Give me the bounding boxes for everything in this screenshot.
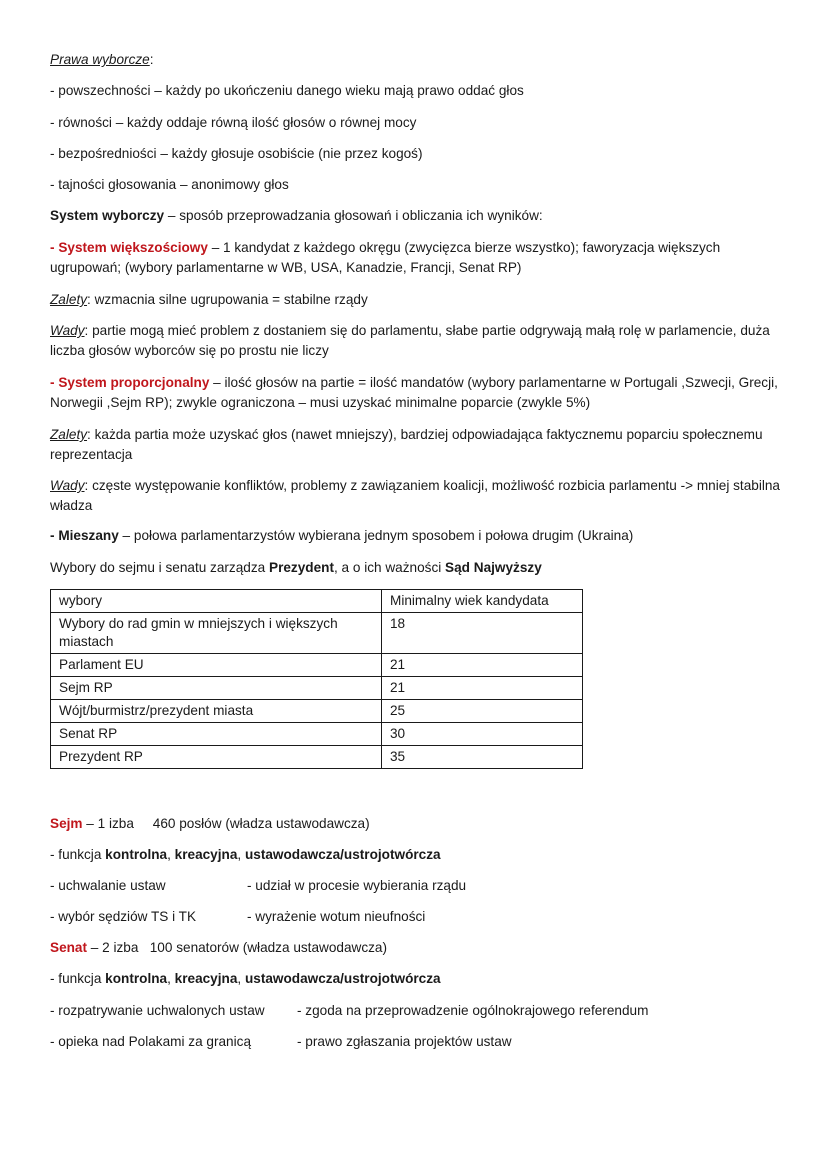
function-legislative: ustawodawcza/ustrojotwórcza [244,971,441,986]
table-row [51,677,583,700]
sejm-items-row [50,907,780,927]
table-cell-election: Parlament EU [51,654,382,677]
senat-items-row [50,1001,780,1021]
function-creative: kreacyjna [174,971,238,986]
sejm-item: - udział w procesie wybierania rządu [247,878,467,893]
majority-cons [50,321,780,361]
function-creative: kreacyjna [174,847,238,862]
senat-item: - opieka nad Polakami za granicą [50,1034,251,1049]
age-table [50,589,583,769]
table-cell-age: 21 [382,654,583,677]
cons-label: Wady [50,478,85,493]
table-cell-election: Sejm RP [51,677,382,700]
senat-info-text: – 2 izba 100 senatorów (władza ustawodawcza) [87,940,388,955]
majority-text: – 1 kandydat z każdego okręgu (zwycięzca bierze wszystko); faworyzacja większych ugrupowań; (wybory parlamentarne w WB, USA, Kanadzie, Francji, Senat RP) [50,240,721,275]
proportional-cons [50,476,780,516]
mixed-term: Mieszany [58,528,119,543]
cons-text: : partie mogą mieć problem z dostaniem się do parlamentu, słabe partie odgrywają małą rolę w parlamencie, duża liczba głosów wyborców się po prostu nie liczy [50,323,770,358]
senat-items-row [50,1032,780,1052]
system-term: System wyborczy [50,208,165,223]
majority-pros [50,290,780,310]
proportional-prefix: - [50,375,59,390]
senat-term: Senat [50,940,88,955]
table-cell-election: Senat RP [51,723,382,746]
functions-prefix: - funkcja [50,971,106,986]
president-term: Prezydent [269,560,334,575]
proportional-pros [50,425,780,465]
sejm-info-text: – 1 izba 460 posłów (władza ustawodawcza) [82,816,370,831]
pros-text: : wzmacnia silne ugrupowania = stabilne rządy [87,292,368,307]
mixed-prefix: - [50,528,59,543]
senat-item: - zgoda na przeprowadzenie ogólnokrajowego referendum [297,1003,649,1018]
majority-term: System większościowy [58,240,208,255]
table-header-cell: wybory [51,590,382,613]
functions-prefix: - funkcja [50,847,106,862]
table-row [51,654,583,677]
section-heading [50,50,780,70]
table-cell-age: 25 [382,700,583,723]
majority-system [50,238,780,278]
table-row [51,613,583,654]
heading-colon: : [149,52,154,67]
table-cell-age: 35 [382,746,583,769]
table-header-row [51,590,583,613]
right-item: - powszechności – każdy po ukończeniu danego wieku mają prawo oddać głos [50,83,524,98]
table-cell-age: 21 [382,677,583,700]
senat-item: - prawo zgłaszania projektów ustaw [297,1034,512,1049]
system-definition [50,206,780,226]
senat-info [50,938,780,958]
system-definition-text: – sposób przeprowadzania głosowań i obliczania ich wyników: [164,208,543,223]
sejm-item: - uchwalanie ustaw [50,878,166,893]
majority-prefix: - [50,240,59,255]
sejm-items-row [50,876,780,896]
pros-text: : każda partia może uzyskać głos (nawet mniejszy), bardziej odpowiadająca faktycznemu poparciu społecznemu reprezentacja [50,427,763,462]
table-cell-election: Wójt/burmistrz/prezydent miasta [51,700,382,723]
table-row [51,723,583,746]
sejm-info [50,814,780,834]
senat-functions [50,969,780,989]
table-cell-age: 18 [382,613,583,654]
senat-item: - rozpatrywanie uchwalonych ustaw [50,1003,265,1018]
function-legislative: ustawodawcza/ustrojotwórcza [244,847,441,862]
proportional-term: System proporcjonalny [58,375,210,390]
cons-label: Wady [50,323,85,338]
proportional-system [50,373,780,413]
sejm-item: - wyrażenie wotum nieufności [247,909,426,924]
separator: , [167,971,175,986]
separator: , [237,971,245,986]
right-item: - równości – każdy oddaje równą ilość głosów o równej mocy [50,115,417,130]
cons-text: : częste występowanie konfliktów, problemy z zawiązaniem koalicji, możliwość rozbicia parlamentu -> mniej stabilna władza [50,478,780,513]
management-text: Wybory do sejmu i senatu zarządza [50,560,269,575]
pros-label: Zalety [50,427,88,442]
function-control: kontrolna [105,847,168,862]
mixed-system [50,526,780,546]
function-control: kontrolna [105,971,168,986]
right-item: - tajności głosowania – anonimowy głos [50,177,289,192]
separator: , [237,847,245,862]
sejm-functions [50,845,780,865]
table-cell-election: Prezydent RP [51,746,382,769]
table-cell-age: 30 [382,723,583,746]
table-row [51,746,583,769]
proportional-text: – ilość głosów na partie = ilość mandatów (wybory parlamentarne w Portugali ,Szwecji, Grecji, Norwegii ,Sejm RP); zwykle ograniczona – musi uzyskać minimalne poparcie (zwykle 5%) [50,375,778,410]
table-header-cell: Minimalny wiek kandydata [382,590,583,613]
pros-label: Zalety [50,292,88,307]
table-cell-election: Wybory do rad gmin w mniejszych i większych miastach [51,613,382,654]
table-row [51,700,583,723]
right-item: - bezpośredniości – każdy głosuje osobiście (nie przez kogoś) [50,146,423,161]
heading-text: Prawa wyborcze [50,52,150,67]
sejm-item: - wybór sędziów TS i TK [50,909,197,924]
sejm-term: Sejm [50,816,83,831]
supreme-court-term: Sąd Najwyższy [445,560,542,575]
mixed-text: – połowa parlamentarzystów wybierana jednym sposobem i połowa drugim (Ukraina) [118,528,634,543]
management-text: , a o ich ważności [333,560,446,575]
separator: , [167,847,175,862]
election-management [50,558,780,578]
